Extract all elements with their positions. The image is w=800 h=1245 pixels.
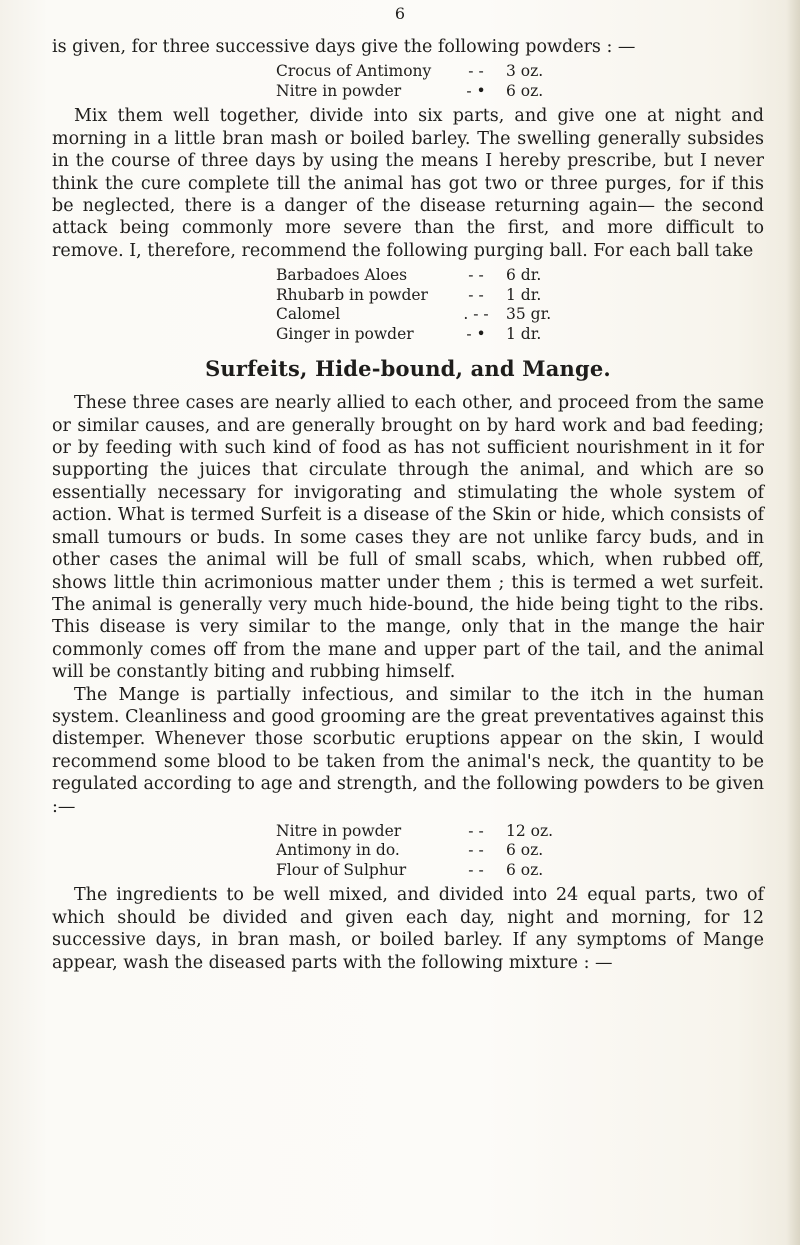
ingredient-name: Rhubarb in powder	[276, 285, 428, 304]
ingredient-name: Ginger in powder	[276, 324, 414, 343]
recipe-mange-powders	[276, 822, 576, 881]
section-heading: Surfeits, Hide-bound, and Mange.	[205, 356, 611, 382]
recipe-line	[276, 841, 576, 861]
recipe-line	[276, 822, 576, 842]
ingredient-name: Antimony in do.	[276, 841, 400, 860]
dosage-instructions-paragraph: The ingredients to be well mixed, and divided into 24 equal parts, two of which should be divided and given each day, night and morning, for 12 successive days, in bran mash, or boiled barley. If any symptoms of Mange appear, wash the diseased parts with the following mixture : —	[52, 885, 764, 973]
ingredient-name: Flour of Sulphur	[276, 860, 407, 879]
recipe-line	[276, 286, 576, 306]
ingredient-name: Nitre in powder	[276, 81, 402, 100]
ingredient-dash: . - -	[463, 305, 489, 324]
recipe-line	[276, 325, 576, 345]
ingredient-name: Barbadoes Aloes	[276, 266, 408, 285]
recipe-line	[276, 82, 576, 102]
ingredient-quantity: 6 dr.	[506, 266, 542, 285]
recipe-line	[276, 305, 576, 325]
page-text	[52, 36, 764, 974]
ingredient-quantity: 3 oz.	[506, 62, 544, 81]
page-number: 6	[394, 4, 406, 23]
mixing-instructions-paragraph: Mix them well together, divide into six parts, and give one at night and morning in a little bran mash or boiled barley. The swelling generally subsides in the course of three days by using the means I hereby prescribe, but I never think the cure complete till the animal has got two or three purges, for if this be neglected, there is a danger of the disease returning again— the second attack being commonly more severe than the first, and more difficult to remove. I, therefore, recommend the following purging ball. For each ball take	[52, 106, 764, 261]
ingredient-quantity: 35 gr.	[506, 305, 552, 324]
ingredient-quantity: 1 dr.	[506, 285, 542, 304]
ingredient-quantity: 6 oz.	[506, 841, 544, 860]
ingredient-dash: - -	[468, 860, 484, 879]
ingredient-dash: - -	[468, 285, 484, 304]
ingredient-dash: - -	[468, 62, 484, 81]
ingredient-quantity: 1 dr.	[506, 324, 542, 343]
surfeit-description-paragraph: These three cases are nearly allied to each other, and proceed from the same or similar causes, and are generally brought on by hard work and bad feeding; or by feeding with such kind of food as has not sufficient nourishment in it for supporting the juices that circulate through the animal, and which are so essentially necessary for invigorating and stimulating the whole system of action. What is termed Surfeit is a disease of the Skin or hide, which consists of small tumours or buds. In some cases they are not unlike farcy buds, and in other cases the animal will be full of small scabs, which, when rubbed off, shows little thin acrimonious matter under them ; this is termed a wet surfeit. The animal is generally very much hide-bound, the hide being tight to the ribs. This disease is very similar to the mange, only that in the mange the hair commonly comes off from the mane and upper part of the tail, and the animal will be constantly biting and rubbing himself.	[52, 393, 764, 683]
ingredient-dash: - -	[468, 821, 484, 840]
ingredient-name: Nitre in powder	[276, 821, 402, 840]
recipe-powders	[276, 62, 576, 101]
ingredient-dash: - •	[466, 324, 486, 343]
recipe-line	[276, 266, 576, 286]
ingredient-quantity: 6 oz.	[506, 81, 544, 100]
page-edge-shadow	[786, 0, 800, 1245]
ingredient-quantity: 12 oz.	[506, 821, 554, 840]
ingredient-dash: - -	[468, 841, 484, 860]
ingredient-name: Crocus of Antimony	[276, 62, 432, 81]
mange-description-paragraph: The Mange is partially infectious, and similar to the itch in the human system. Cleanliness and good grooming are the great preventatives against this distemper. Whenever those scorbutic eruptions appear on the skin, I would recommend some blood to be taken from the animal's neck, the quantity to be regulated according to age and strength, and the following powders to be given :—	[52, 684, 764, 817]
recipe-line	[276, 861, 576, 881]
recipe-line	[276, 62, 576, 82]
ingredient-name: Calomel	[276, 305, 341, 324]
recipe-purging-ball	[276, 266, 576, 344]
ingredient-dash: - •	[466, 81, 486, 100]
intro-paragraph: is given, for three successive days give the following powders : —	[52, 37, 636, 57]
ingredient-quantity: 6 oz.	[506, 860, 544, 879]
ingredient-dash: - -	[468, 266, 484, 285]
